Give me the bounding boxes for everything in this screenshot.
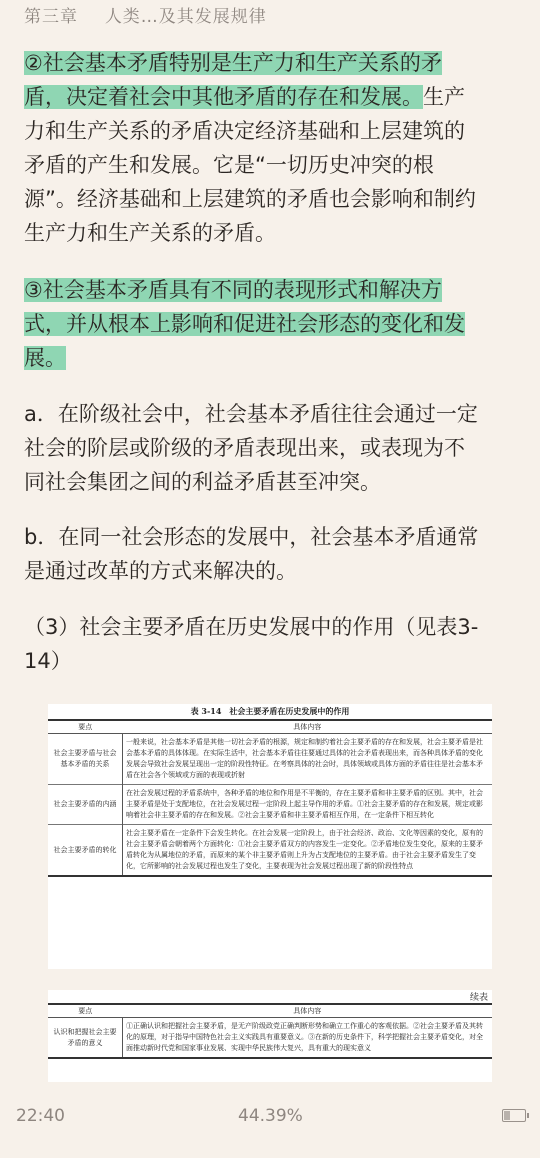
chapter-title: 人类…及其发展规律 [104,7,267,27]
table-cell-key: 社会主要矛盾与社会基本矛盾的关系 [48,734,123,785]
highlight-text[interactable]: 盾，决定着社会中其他矛盾的存在和发展。 [24,85,423,109]
table-continued-label: 续表 [469,993,488,1003]
table-row [48,785,492,825]
body-text: 源”。经济基础和上层建筑的矛盾也会影响和制约 [24,187,476,211]
table-cell-content: 在社会发展过程的矛盾系统中，各种矛盾的地位和作用是不平衡的，存在主要矛盾和非主要矛盾的区别。其中，社会主要矛盾是处于支配地位，在社会发展过程一定阶段上起主导作用的矛盾。①社会主要矛盾的存在和发展，规定或影响着社会非主要矛盾的存在和发展。②社会主要矛盾和非主要矛盾相互作用，在一定条件下相互转化 [123,785,493,825]
highlight-text[interactable]: 式，并从根本上影响和促进社会形态的变化和发 [24,312,465,336]
highlight-text[interactable]: ②社会基本矛盾特别是生产力和生产关系的矛 [24,51,442,75]
body-text: 生产 [423,85,465,109]
table [48,1003,492,1059]
body-text: a．在阶级社会中，社会基本矛盾往往会通过一定 [24,402,478,426]
highlight-text[interactable]: ③社会基本矛盾具有不同的表现形式和解决方 [24,278,442,302]
table-cell-content: ①正确认识和把握社会主要矛盾，是无产阶级政党正确判断形势和确立工作重心的客观依据。②社会主要矛盾及其转化的原理，对于指导中国特色社会主义实践具有重要意义。③在新的历史条件下，科学把握社会主要矛盾变化，对全面推动新时代党和国家事业发展、实现中华民族伟大复兴，具有重大的现实意义 [123,1018,493,1059]
chapter-header [24,2,267,27]
paragraph-a [24,397,516,499]
table-cell-key: 社会主要矛盾的转化 [48,825,123,877]
paragraph-b [24,520,516,588]
reading-progress: 44.39% [238,1106,303,1126]
table-image-continued[interactable] [48,990,492,1082]
body-text: 生产力和生产关系的矛盾。 [24,221,276,245]
body-text: （3）社会主要矛盾在历史发展中的作用（见表3- [24,615,479,639]
table-header-content: 具体内容 [123,1004,493,1018]
battery-icon [502,1109,526,1122]
body-text: b．在同一社会形态的发展中，社会基本矛盾通常 [24,525,479,549]
body-text: 力和生产关系的矛盾决定经济基础和上层建筑的 [24,119,465,143]
table-row [48,734,492,785]
table-header-content: 具体内容 [123,720,493,734]
highlight-text[interactable]: 展。 [24,346,66,370]
body-text: 同社会集团之间的利益矛盾甚至冲突。 [24,470,381,494]
table-row [48,825,492,877]
table-header-key: 要点 [48,1004,123,1018]
paragraph-2 [24,46,516,250]
chapter-number: 第三章 [24,7,78,27]
table-cell-key: 社会主要矛盾的内涵 [48,785,123,825]
section-heading [24,610,516,678]
table-image-3-14[interactable] [48,704,492,969]
table-row [48,1018,492,1059]
table-header-key: 要点 [48,720,123,734]
body-text: 14） [24,649,72,673]
table [48,719,492,877]
table-cell-key: 认识和把握社会主要矛盾的意义 [48,1018,123,1059]
table-title: 表 3-14 社会主要矛盾在历史发展中的作用 [190,706,350,716]
table-cell-content: 社会主要矛盾在一定条件下会发生转化。在社会发展一定阶段上，由于社会经济、政治、文化等因素的变化，原有的社会主要矛盾会朝着两个方面转化：①社会主要矛盾双方的内容发生一定变化。②矛盾地位发生变化，原来的主要矛盾转化为从属地位的矛盾，而原来的某个非主要矛盾则上升为占支配地位的主要矛盾。由于社会主要矛盾发生了变化，它所影响的社会发展过程也发生了变化，主要表现为社会发展过程出现了新的阶段性特点 [123,825,493,877]
body-text: 矛盾的产生和发展。它是“一切历史冲突的根 [24,153,434,177]
paragraph-3 [24,273,516,375]
body-text: 是通过改革的方式来解决的。 [24,559,297,583]
table-cell-content: 一般来说，社会基本矛盾是其他一切社会矛盾的根源，规定和制约着社会主要矛盾的存在和发展，社会主要矛盾是社会基本矛盾的具体体现。在实际生活中，社会基本矛盾往往要通过具体的社会矛盾表现出来，而各种具体矛盾的变化发展会导致社会发展呈现出一定的阶段性特征。在考察具体的社会时，具体领域或具体方面的矛盾往往是社会基本矛盾在社会各个领域或方面的表现或折射 [123,734,493,785]
clock: 22:40 [16,1106,65,1126]
body-text: 社会的阶层或阶级的矛盾表现出来，或表现为不 [24,436,465,460]
